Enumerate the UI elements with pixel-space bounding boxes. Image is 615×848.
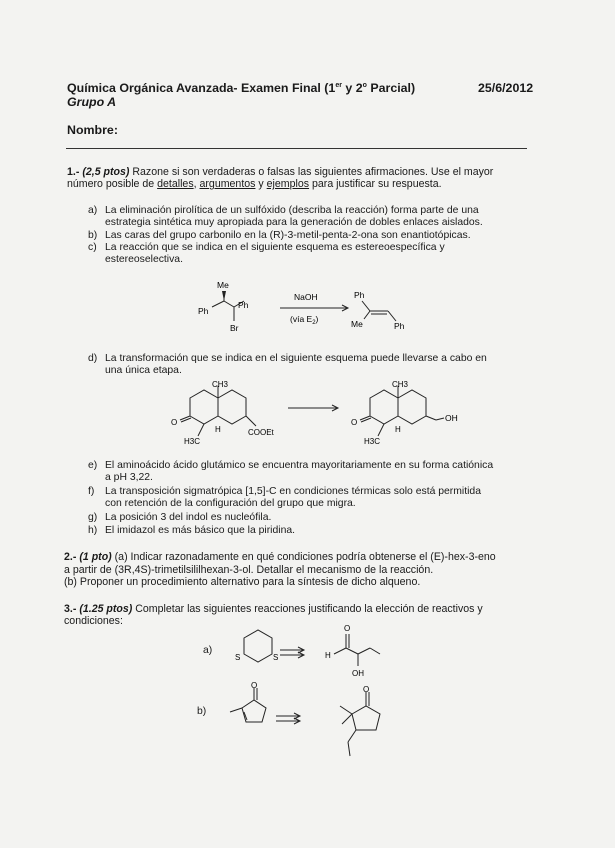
q1c-line2: estereoselectiva.: [105, 254, 183, 265]
scheme-c-ph-left: Ph: [198, 306, 209, 316]
q1b-text: Las caras del grupo carbonilo en la (R)-3-metil-penta-2-ona son enantiotópicas.: [105, 230, 471, 241]
scheme-d-h3c: H3C: [184, 437, 201, 446]
q2-line2: a partir de (3R,4S)-trimetilsililhexan-3-ol. Detallar el mecanismo de la reacción.: [64, 564, 434, 576]
q1c-label: c): [88, 242, 97, 253]
q1e-label: e): [88, 460, 98, 471]
exam-title: Química Orgánica Avanzada- Examen Final (1er y 2$^o$ Parcial): [67, 81, 416, 95]
q1d-line1: La transformación que se indica en el siguiente esquema puede llevarse a cabo en: [105, 353, 487, 364]
scheme-3a-s2: S: [273, 653, 279, 662]
q1e-line2: a pH 3,22.: [105, 472, 153, 483]
scheme-c-prod-me: Me: [351, 319, 363, 329]
scheme-c-via: (vía $E_2$): [290, 314, 319, 326]
q1g-text: La posición 3 del indol es nucleófila.: [105, 512, 272, 523]
q3-line1: 3.- (1.25 ptos) Completar las siguientes reacciones justificando la elección de reactivos y: [64, 603, 483, 615]
q1-intro-line1: 1.- (2,5 ptos) Razone si son verdaderas o falsas las siguientes afirmaciones. Use el mayor: [67, 166, 494, 178]
scheme-d-prod-ch3: CH3: [392, 380, 409, 389]
scheme-d-cooet: COOEt: [248, 428, 274, 437]
scheme-c-prod-ph1: Ph: [354, 290, 365, 300]
q1f-label: f): [88, 486, 95, 497]
q1-intro-line2: número posible de detalles, argumentos y ejemplos para justificar su respuesta.: [67, 178, 442, 190]
q1h-label: h): [88, 525, 98, 536]
scheme-d-prod-h3c: H3C: [364, 437, 381, 446]
q1f-line2: con retención de la configuración del grupo que migra.: [105, 498, 356, 509]
q3-line2: condiciones:: [64, 615, 123, 627]
scheme-c-br: Br: [230, 323, 239, 333]
scheme-d-h: H: [215, 425, 221, 434]
q1d-label: d): [88, 353, 98, 364]
exam-date: 25/6/2012: [478, 81, 534, 95]
scheme-3a-oh: OH: [352, 669, 364, 678]
scheme-3b: [222, 680, 402, 770]
scheme-3a-o: O: [344, 624, 351, 633]
q3b-label: b): [197, 706, 207, 717]
q1a-line2: estrategia sintética muy apropiada para la generación de dobles enlaces aislados.: [105, 217, 483, 228]
q1b-label: b): [88, 230, 98, 241]
scheme-d-ch3: CH3: [212, 380, 229, 389]
q2-line1: 2.- (1 pto) (a) Indicar razonadamente en qué condiciones podría obtenerse el (E)-hex-3-eno: [64, 551, 496, 563]
q1a-line1: La eliminación pirolítica de un sulfóxido (describa la reacción) forma parte de una: [105, 205, 479, 216]
q1e-line1: El aminoácido ácido glutámico se encuentra mayoritariamente en su forma catiónica: [105, 460, 494, 471]
scheme-d-o: O: [171, 418, 178, 427]
scheme-c: [190, 275, 460, 343]
scheme-c-prod-ph2: Ph: [394, 321, 405, 331]
q1a-label: a): [88, 205, 98, 216]
name-line: [66, 148, 527, 149]
scheme-c-ph-right: Ph: [238, 300, 249, 310]
q1h-text: El imidazol es más básico que la piridina.: [105, 525, 296, 536]
name-label: Nombre:: [67, 123, 118, 137]
scheme-3a-h: H: [325, 651, 331, 660]
scheme-d: [160, 378, 480, 450]
q2-line3: (b) Proponer un procedimiento alternativo para la síntesis de dicho alqueno.: [64, 576, 421, 588]
scheme-3b-o1: O: [251, 681, 258, 690]
q3a-label: a): [203, 645, 213, 656]
scheme-d-prod-o: O: [351, 418, 358, 427]
q1d-line2: una única etapa.: [105, 365, 182, 376]
exam-group: Grupo A: [67, 95, 117, 109]
scheme-3a-s1: S: [235, 653, 241, 662]
scheme-c-me: Me: [217, 280, 229, 290]
scheme-c-reagent: NaOH: [294, 292, 318, 302]
scheme-d-prod-h: H: [395, 425, 401, 434]
q1g-label: g): [88, 512, 98, 523]
scheme-3b-o2: O: [363, 685, 370, 694]
scheme-d-prod-oh: OH: [445, 413, 458, 423]
q1c-line1: La reacción que se indica en el siguiente esquema es estereoespecífica y: [105, 242, 445, 253]
q1f-line1: La transposición sigmatrópica [1,5]-C en condiciones térmicas solo está permitida: [105, 486, 481, 497]
scheme-3a: [222, 620, 402, 682]
